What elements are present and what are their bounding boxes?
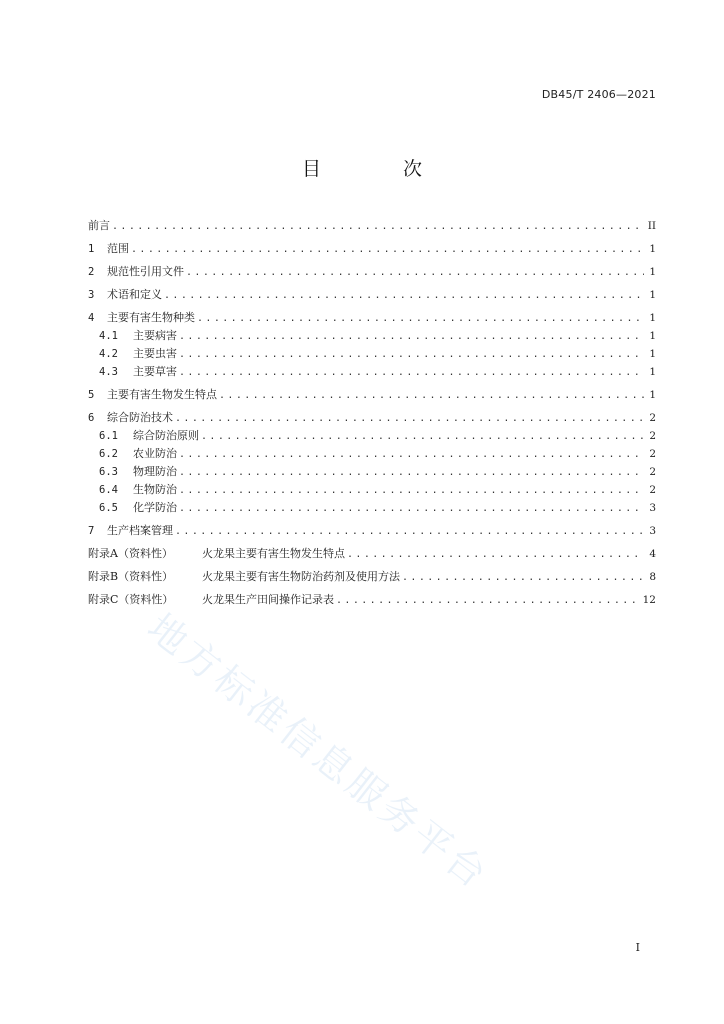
page-number: I xyxy=(635,941,640,954)
toc-leader-dots xyxy=(175,410,644,428)
toc-entry-number: 6.1 xyxy=(99,430,118,442)
toc-leader-dots xyxy=(179,328,644,346)
toc-appendix-description: 火龙果生产田间操作记录表 xyxy=(202,593,334,606)
toc-entry-number: 6.5 xyxy=(99,502,118,514)
toc-leader-dots xyxy=(347,546,644,564)
toc-entry-4-2[interactable] xyxy=(88,345,656,363)
toc-entry-label: 综合防治技术 xyxy=(107,411,173,424)
toc-entry-6-2[interactable] xyxy=(88,445,656,463)
toc-leader-dots xyxy=(112,218,644,236)
toc-leader-dots xyxy=(179,482,644,500)
watermark: 地方标准信息服务平台 xyxy=(139,605,498,899)
toc-leader-dots xyxy=(402,569,644,587)
toc-entry-number: 6 xyxy=(88,412,95,424)
toc-entry-number: 4.2 xyxy=(99,348,118,360)
toc-entry-page: 1 xyxy=(649,312,656,324)
toc-leader-dots xyxy=(179,346,644,364)
toc-entry-4-3[interactable] xyxy=(88,363,656,381)
toc-leader-dots xyxy=(201,428,644,446)
toc-entry-number: 6.4 xyxy=(99,484,118,496)
toc-entry-5[interactable] xyxy=(88,386,656,404)
toc-entry-foreword[interactable] xyxy=(88,217,656,235)
toc-entry-label: 主要病害 xyxy=(133,329,177,342)
toc-entry-page: 1 xyxy=(649,366,656,378)
toc-entry-label: 化学防治 xyxy=(133,501,177,514)
toc-entry-page: 2 xyxy=(649,484,656,496)
toc-leader-dots xyxy=(179,364,644,382)
toc-entry-4-1[interactable] xyxy=(88,327,656,345)
toc-entry-label: 物理防治 xyxy=(133,465,177,478)
toc-leader-dots xyxy=(179,500,644,518)
toc-leader-dots xyxy=(197,310,644,328)
toc-entry-page: 1 xyxy=(649,330,656,342)
toc-entry-appendix-a[interactable] xyxy=(88,545,656,563)
toc-leader-dots xyxy=(164,287,644,305)
toc-entry-7[interactable] xyxy=(88,522,656,540)
toc-entry-number: 4.1 xyxy=(99,330,118,342)
toc-entry-label: 主要有害生物种类 xyxy=(107,311,195,324)
toc-title: 目 次 xyxy=(301,158,461,180)
toc-entry-page: 2 xyxy=(649,448,656,460)
toc-entry-number: 4.3 xyxy=(99,366,118,378)
toc-entry-label: 主要草害 xyxy=(133,365,177,378)
toc-entry-6-5[interactable] xyxy=(88,499,656,517)
toc-entry-page: 3 xyxy=(649,525,656,537)
toc-entry-6[interactable] xyxy=(88,409,656,427)
toc-entry-page: 1 xyxy=(649,348,656,360)
toc-entry-page: 1 xyxy=(649,289,656,301)
toc-leader-dots xyxy=(186,264,644,282)
toc-entry-number: 2 xyxy=(88,266,95,278)
table-of-contents xyxy=(88,217,656,609)
toc-leader-dots xyxy=(175,523,644,541)
toc-entry-1[interactable] xyxy=(88,240,656,258)
toc-entry-number: 1 xyxy=(88,243,95,255)
toc-appendix-label: 附录B（资料性） xyxy=(88,570,174,583)
toc-entry-number: 6.2 xyxy=(99,448,118,460)
toc-leader-dots xyxy=(179,464,644,482)
toc-entry-page: 3 xyxy=(649,502,656,514)
toc-entry-number: 4 xyxy=(88,312,95,324)
toc-entry-6-1[interactable] xyxy=(88,427,656,445)
toc-leader-dots xyxy=(336,592,639,610)
toc-entry-label: 生产档案管理 xyxy=(107,524,173,537)
toc-entry-label: 主要虫害 xyxy=(133,347,177,360)
toc-entry-number: 7 xyxy=(88,525,95,537)
toc-entry-page: 1 xyxy=(649,389,656,401)
document-code: DB45/T 2406—2021 xyxy=(541,88,656,101)
toc-entry-number: 5 xyxy=(88,389,95,401)
toc-entry-page: 2 xyxy=(649,412,656,424)
toc-entry-page: 12 xyxy=(642,594,656,606)
toc-entry-2[interactable] xyxy=(88,263,656,281)
toc-entry-appendix-c[interactable] xyxy=(88,591,656,609)
toc-entry-page: 4 xyxy=(649,548,656,560)
toc-entry-page: 1 xyxy=(649,243,656,255)
toc-entry-page: 8 xyxy=(649,571,656,583)
toc-entry-number: 6.3 xyxy=(99,466,118,478)
toc-leader-dots xyxy=(179,446,644,464)
toc-appendix-description: 火龙果主要有害生物发生特点 xyxy=(202,547,345,560)
toc-entry-label: 范围 xyxy=(107,242,129,255)
toc-appendix-label: 附录C（资料性） xyxy=(88,593,174,606)
toc-entry-label: 农业防治 xyxy=(133,447,177,460)
toc-appendix-label: 附录A（资料性） xyxy=(88,547,173,560)
toc-entry-label: 主要有害生物发生特点 xyxy=(107,388,217,401)
toc-entry-label: 规范性引用文件 xyxy=(107,265,184,278)
toc-entry-label: 生物防治 xyxy=(133,483,177,496)
toc-entry-page: 1 xyxy=(649,266,656,278)
toc-entry-4[interactable] xyxy=(88,309,656,327)
toc-entry-number: 3 xyxy=(88,289,95,301)
toc-entry-label: 前言 xyxy=(88,219,110,232)
toc-appendix-description: 火龙果主要有害生物防治药剂及使用方法 xyxy=(202,570,400,583)
toc-leader-dots xyxy=(131,241,644,259)
toc-entry-6-3[interactable] xyxy=(88,463,656,481)
toc-entry-label: 综合防治原则 xyxy=(133,429,199,442)
toc-entry-6-4[interactable] xyxy=(88,481,656,499)
toc-leader-dots xyxy=(219,387,644,405)
toc-entry-appendix-b[interactable] xyxy=(88,568,656,586)
toc-entry-3[interactable] xyxy=(88,286,656,304)
toc-entry-label: 术语和定义 xyxy=(107,288,162,301)
toc-entry-page: 2 xyxy=(649,430,656,442)
toc-entry-page: 2 xyxy=(649,466,656,478)
toc-entry-page: II xyxy=(647,220,656,232)
